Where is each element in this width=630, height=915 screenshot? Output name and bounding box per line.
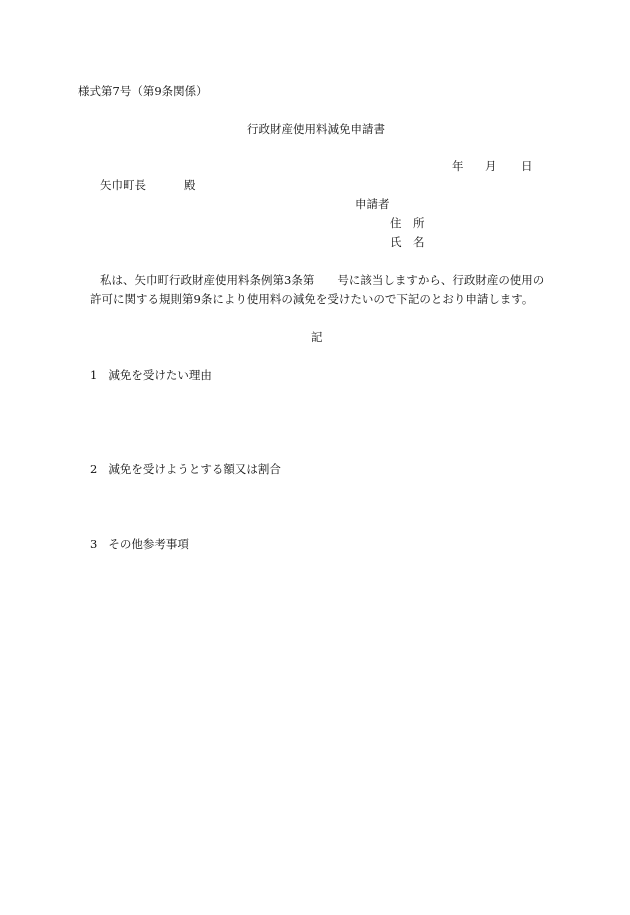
ki-heading: 記 (311, 330, 323, 344)
item-number: 1 (90, 368, 98, 382)
addressee-honorific: 殿 (184, 178, 196, 192)
applicant-label: 申請者 (355, 197, 390, 211)
item-3 (90, 539, 189, 551)
item-text: その他参考事項 (108, 537, 189, 551)
item-number: 2 (90, 462, 98, 476)
item-2 (90, 464, 281, 476)
date-day-label: 日 (521, 159, 533, 173)
date-year-label: 年 (452, 159, 464, 173)
item-1 (90, 370, 212, 382)
document-title: 行政財産使用料減免申請書 (247, 122, 385, 136)
item-text: 減免を受けようとする額又は割合 (108, 462, 281, 476)
applicant-address-label: 住 所 (390, 216, 425, 230)
form-number: 様式第7号（第9条関係） (78, 84, 208, 98)
body-text-line-1: 私は、矢巾町行政財産使用料条例第3条第 号に該当しますから、行政財産の使用の (100, 273, 545, 287)
item-text: 減免を受けたい理由 (108, 368, 212, 382)
body-text-line-2: 許可に関する規則第9条により使用料の減免を受けたいので下記のとおり申請します。 (90, 292, 534, 306)
item-number: 3 (90, 537, 98, 551)
applicant-name-label: 氏 名 (390, 235, 425, 249)
date-month-label: 月 (485, 159, 497, 173)
addressee-name: 矢巾町長 (100, 178, 146, 192)
